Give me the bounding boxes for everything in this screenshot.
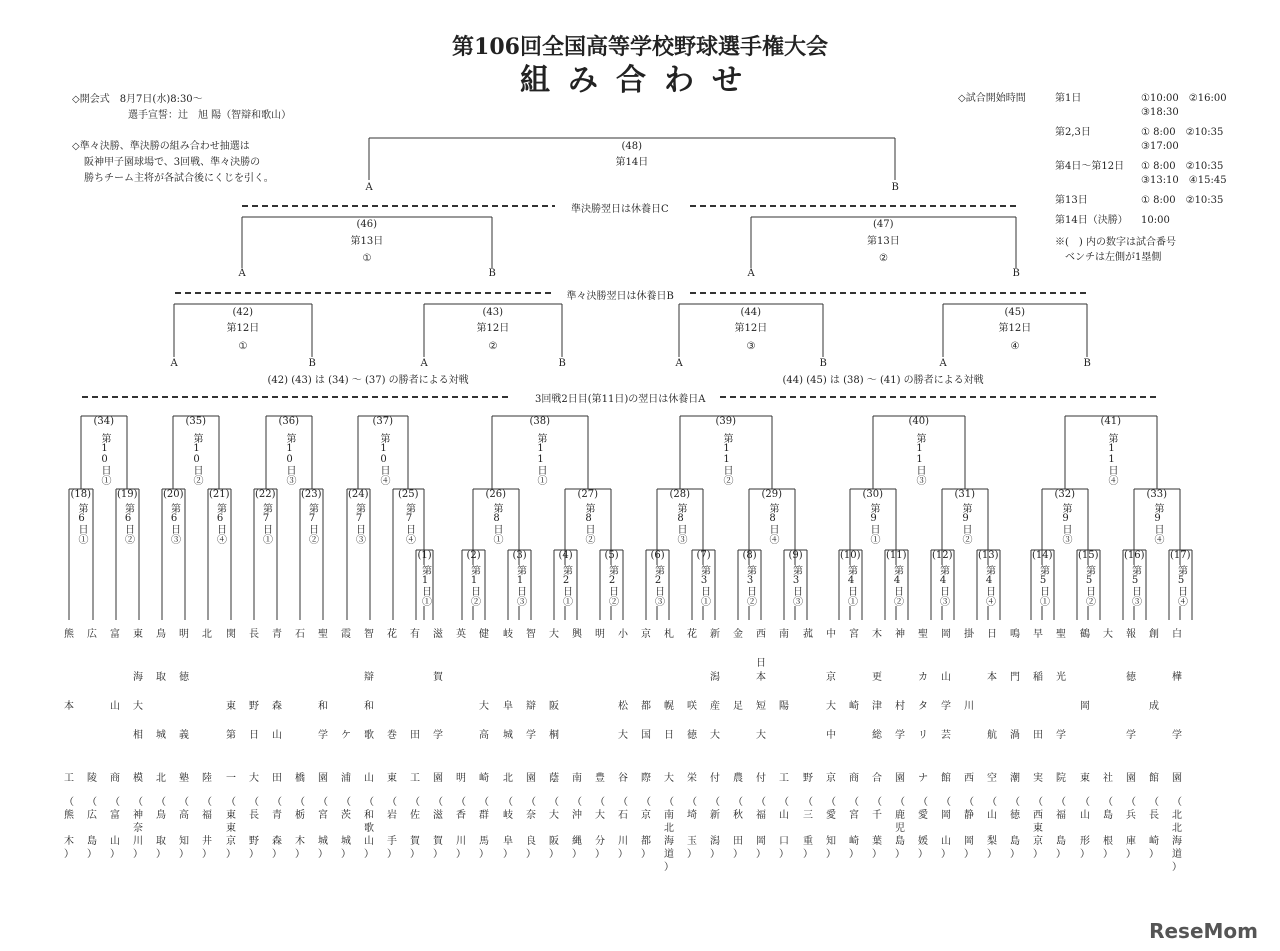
third-round-no: (36) xyxy=(278,416,300,427)
second-round-day: 第7日④ xyxy=(403,503,415,544)
team-name: 神 村 学 園 xyxy=(895,629,905,785)
team-name: 新 潟 産 大 付 xyxy=(710,629,720,785)
semi-day: 第13日 xyxy=(350,236,384,247)
team-name: 石 橋 xyxy=(295,629,305,785)
team-name: 金 足 農 xyxy=(733,629,743,785)
side-b: B xyxy=(488,268,496,279)
quarter-slot: ② xyxy=(488,341,498,352)
quarter-day: 第12日 xyxy=(226,323,260,334)
third-round-no: (34) xyxy=(93,416,115,427)
side-b: B xyxy=(1012,268,1020,279)
team-prefecture: （ 佐 賀 ） xyxy=(410,797,420,860)
team-prefecture: （ 兵 庫 ） xyxy=(1126,797,1136,860)
second-round-no: (32) xyxy=(1054,489,1076,500)
third-round-day: 第10日② xyxy=(191,433,202,485)
oath-note: 選手宣誓：辻 旭 陽（智辯和歌山） xyxy=(128,110,292,121)
third-round-day: 第10日④ xyxy=(378,433,389,485)
team-name: 聖 光 学 院 xyxy=(1056,629,1066,785)
first-round-no: (4) xyxy=(558,550,573,561)
team-prefecture: （ 栃 木 ） xyxy=(295,797,305,860)
opening-ceremony: ◇開会式 8月7日(水)8:30〜 xyxy=(72,94,203,105)
team-name: 大 阪 桐 蔭 xyxy=(549,629,559,785)
page-title: 第106回全国高等学校野球選手権大会 xyxy=(452,34,828,60)
team-name: 掛 川 西 xyxy=(964,629,974,785)
quarter-day: 第12日 xyxy=(476,323,510,334)
third-round-no: (39) xyxy=(715,416,737,427)
team-prefecture: （ 愛 媛 ） xyxy=(918,797,928,860)
team-prefecture: （ 南 北 海 道 ） xyxy=(664,797,674,873)
team-prefecture: （ 長 野 ） xyxy=(249,797,259,860)
team-prefecture: （ 宮 城 ） xyxy=(318,797,328,860)
quarter-no: (42) xyxy=(232,307,254,318)
team-name: 青 森 山 田 xyxy=(272,629,282,785)
team-prefecture: （ 福 井 ） xyxy=(202,797,212,860)
team-name: 菰 野 xyxy=(803,629,813,785)
team-name: 東 海 大 相 模 xyxy=(133,629,143,785)
second-round-day: 第8日① xyxy=(491,503,502,544)
second-round-no: (20) xyxy=(163,489,184,500)
team-name: 西 日 本 短 大 付 xyxy=(756,629,766,785)
quarter-no: (43) xyxy=(482,307,504,318)
draw-note-line2: 勝ちチーム主将が各試合後にくじを引く。 xyxy=(84,173,274,184)
first-round-day: 第5日① xyxy=(1037,565,1049,606)
first-round-day: 第1日② xyxy=(468,565,480,606)
team-prefecture: （ 山 形 ） xyxy=(1080,797,1090,860)
quarter-no: (44) xyxy=(740,307,762,318)
third-round-no: (41) xyxy=(1100,416,1122,427)
final-no: (48) xyxy=(621,141,643,152)
team-prefecture: （ 茨 城 ） xyxy=(341,797,351,860)
first-round-no: (6) xyxy=(650,550,665,561)
second-round-no: (30) xyxy=(862,489,884,500)
side-a: A xyxy=(420,358,428,369)
second-round-day: 第9日① xyxy=(868,503,879,544)
schedule-row: ③18:30 xyxy=(1141,107,1179,118)
second-round-day: 第6日② xyxy=(122,503,134,544)
second-round-no: (29) xyxy=(761,489,783,500)
second-round-day: 第6日④ xyxy=(214,503,226,544)
second-round-no: (24) xyxy=(348,489,369,500)
team-prefecture: （ 福 島 ） xyxy=(1056,797,1066,860)
third-round-day: 第11日① xyxy=(535,433,546,485)
team-prefecture: （ 静 岡 ） xyxy=(964,797,974,860)
second-round-no: (26) xyxy=(485,489,507,500)
separator-c-label: 準決勝翌日は休養日C xyxy=(571,204,669,215)
team-prefecture: （ 奈 良 ） xyxy=(526,797,536,860)
side-b: B xyxy=(819,358,827,369)
team-prefecture: （ 和 歌 山 ） xyxy=(364,797,374,860)
schedule-row: 第14日（決勝） 10:00 xyxy=(1055,215,1170,226)
team-prefecture: （ 京 都 ） xyxy=(641,797,651,860)
second-round-no: (22) xyxy=(255,489,276,500)
team-prefecture: （ 島 根 ） xyxy=(1103,797,1113,860)
second-round-day: 第6日③ xyxy=(168,503,180,544)
first-round-day: 第2日② xyxy=(606,565,618,606)
draw-note-title: ◇準々決勝、準決勝の組み合わせ抽選は xyxy=(72,141,250,152)
side-b: B xyxy=(891,182,899,193)
team-name: 宮 崎 商 xyxy=(849,629,859,785)
team-name: 英 明 xyxy=(456,629,466,785)
team-prefecture: （ 香 川 ） xyxy=(456,797,466,860)
separator-b-label: 準々決勝翌日は休養日B xyxy=(566,291,674,302)
side-a: A xyxy=(747,268,755,279)
first-round-no: (13) xyxy=(978,550,999,561)
side-a: A xyxy=(238,268,246,279)
quarter-no: (45) xyxy=(1004,307,1026,318)
second-round-day: 第8日② xyxy=(583,503,594,544)
draw-note-line1: 阪神甲子園球場で、3回戦、準々決勝の xyxy=(84,157,261,168)
team-name: 早 稲 田 実 xyxy=(1033,629,1043,785)
team-name: 鳥 取 城 北 xyxy=(156,629,166,785)
team-name: 創 成 館 xyxy=(1149,629,1159,785)
team-name: 札 幌 日 大 xyxy=(664,629,674,785)
second-round-no: (21) xyxy=(209,489,230,500)
first-round-no: (9) xyxy=(788,550,803,561)
team-prefecture: （ 熊 木 ） xyxy=(64,797,74,860)
first-round-no: (16) xyxy=(1124,550,1145,561)
third-round-day: 第11日③ xyxy=(914,433,925,485)
first-round-day: 第3日① xyxy=(698,565,710,606)
semi-no: (46) xyxy=(356,219,378,230)
team-prefecture: （ 秋 田 ） xyxy=(733,797,743,860)
team-name: 日 本 航 空 xyxy=(987,629,997,785)
first-round-no: (14) xyxy=(1032,550,1053,561)
team-prefecture: （ 広 島 ） xyxy=(87,797,97,860)
team-name: 関 東 第 一 xyxy=(226,629,236,785)
side-b: B xyxy=(558,358,566,369)
schedule-row: 第13日 ① 8:00 ②10:35 xyxy=(1055,195,1224,206)
team-prefecture: （ 愛 知 ） xyxy=(826,797,836,860)
team-name: 熊 本 工 xyxy=(64,629,74,785)
first-round-day: 第3日② xyxy=(744,565,756,606)
team-name: 聖 カ タ リ ナ xyxy=(918,629,928,785)
team-name: 富 山 商 xyxy=(110,629,120,785)
third-round-no: (38) xyxy=(529,416,551,427)
first-round-no: (5) xyxy=(604,550,619,561)
side-a: A xyxy=(170,358,178,369)
first-round-day: 第5日② xyxy=(1083,565,1095,606)
schedule-row: ③17:00 xyxy=(1141,141,1179,152)
team-prefecture: （ 大 分 ） xyxy=(595,797,605,860)
quarter-day: 第12日 xyxy=(998,323,1032,334)
side-a: A xyxy=(365,182,373,193)
first-round-no: (15) xyxy=(1078,550,1099,561)
semi-no: (47) xyxy=(873,219,894,230)
quarter-day: 第12日 xyxy=(734,323,768,334)
second-round-day: 第9日② xyxy=(960,503,971,544)
team-name: 報 徳 学 園 xyxy=(1126,629,1136,785)
first-round-no: (10) xyxy=(840,550,861,561)
team-name: 岐 阜 城 北 xyxy=(503,629,513,785)
team-prefecture: （ 群 馬 ） xyxy=(479,797,489,860)
team-prefecture: （ 神 奈 川 ） xyxy=(133,797,143,860)
team-prefecture: （ 埼 玉 ） xyxy=(687,797,697,860)
first-round-day: 第4日③ xyxy=(937,565,949,606)
team-name: 智 辯 和 歌 山 xyxy=(364,629,374,785)
first-round-day: 第4日② xyxy=(891,565,903,606)
team-name: 花 巻 東 xyxy=(387,629,397,785)
first-round-no: (8) xyxy=(742,550,757,561)
team-name: 北 陸 xyxy=(202,629,212,785)
team-prefecture: （ 山 梨 ） xyxy=(987,797,997,860)
side-b: B xyxy=(308,358,316,369)
second-round-day: 第8日③ xyxy=(675,503,686,544)
team-prefecture: （ 新 潟 ） xyxy=(710,797,720,860)
team-name: 長 野 日 大 xyxy=(249,629,259,785)
team-prefecture: （ 宮 崎 ） xyxy=(849,797,859,860)
first-round-day: 第2日③ xyxy=(652,565,664,606)
team-name: 有 田 工 xyxy=(410,629,420,785)
team-name: 智 辯 学 園 xyxy=(526,629,536,785)
third-round-no: (40) xyxy=(908,416,930,427)
second-round-no: (27) xyxy=(577,489,599,500)
second-round-no: (25) xyxy=(398,489,419,500)
first-round-day: 第5日③ xyxy=(1129,565,1141,606)
team-name: 鶴 岡 東 xyxy=(1080,629,1090,785)
team-prefecture: （ 青 森 ） xyxy=(272,797,282,860)
semi-slot: ② xyxy=(879,253,888,264)
third-round-day: 第10日③ xyxy=(284,433,295,485)
qf-note-right: (44) (45) は (38) 〜 (41) の勝者による対戦 xyxy=(782,375,984,386)
second-round-no: (19) xyxy=(117,489,138,500)
second-round-no: (23) xyxy=(301,489,322,500)
first-round-no: (11) xyxy=(886,550,907,561)
schedule-row: 第4日〜第12日 ① 8:00 ②10:35 xyxy=(1055,161,1224,172)
third-round-day: 第11日② xyxy=(721,433,732,485)
separator-a-label: 3回戦2日目(第11日)の翌日は休養日A xyxy=(535,394,706,405)
side-b: B xyxy=(1083,358,1091,369)
side-a: A xyxy=(939,358,947,369)
second-round-day: 第9日④ xyxy=(1152,503,1163,544)
team-prefecture: （ 高 知 ） xyxy=(179,797,189,860)
team-prefecture: （ 福 岡 ） xyxy=(756,797,766,860)
first-round-day: 第4日④ xyxy=(983,565,995,606)
first-round-day: 第2日① xyxy=(560,565,572,606)
second-round-day: 第6日① xyxy=(76,503,87,544)
team-prefecture: （ 富 山 ） xyxy=(110,797,120,860)
quarter-slot: ① xyxy=(238,341,248,352)
team-name: 広 陵 xyxy=(87,629,97,785)
quarter-slot: ③ xyxy=(746,341,756,352)
team-name: 聖 和 学 園 xyxy=(318,629,328,785)
third-round-no: (37) xyxy=(372,416,394,427)
third-round-day: 第10日① xyxy=(99,433,110,485)
team-name: 花 咲 徳 栄 xyxy=(687,629,697,785)
first-round-day: 第4日① xyxy=(845,565,857,606)
second-round-no: (18) xyxy=(70,489,92,500)
team-name: 白 樺 学 園 xyxy=(1172,629,1182,785)
second-round-day: 第9日③ xyxy=(1060,503,1071,544)
team-prefecture: （ 三 重 ） xyxy=(803,797,813,860)
team-name: 健 大 高 崎 xyxy=(479,629,489,785)
team-name: 大 社 xyxy=(1103,629,1113,785)
team-name: 南 陽 工 xyxy=(779,629,789,785)
team-name: 小 松 大 谷 xyxy=(618,629,628,785)
first-round-no: (12) xyxy=(932,550,953,561)
team-name: 明 豊 xyxy=(595,629,605,785)
team-name: 霞 ケ 浦 xyxy=(341,629,351,785)
team-prefecture: （ 岐 阜 ） xyxy=(503,797,513,860)
first-round-no: (17) xyxy=(1170,550,1191,561)
first-round-no: (1) xyxy=(417,550,432,561)
team-prefecture: （ 沖 縄 ） xyxy=(572,797,582,860)
resemom-logo: ReseMom xyxy=(1149,919,1258,943)
schedule-row: ③13:10 ④15:45 xyxy=(1141,175,1227,186)
final-day: 第14日 xyxy=(615,157,649,168)
team-prefecture: （ 大 阪 ） xyxy=(549,797,559,860)
schedule-row: 第2,3日 ① 8:00 ②10:35 xyxy=(1055,127,1224,138)
team-prefecture: （ 石 川 ） xyxy=(618,797,628,860)
second-round-day: 第7日③ xyxy=(353,503,365,544)
team-prefecture: （ 岡 山 ） xyxy=(941,797,951,860)
schedule-note-2: ベンチは左側が1塁側 xyxy=(1065,252,1162,263)
team-prefecture: （ 徳 島 ） xyxy=(1010,797,1020,860)
second-round-no: (33) xyxy=(1146,489,1168,500)
first-round-day: 第3日③ xyxy=(790,565,802,606)
first-round-no: (7) xyxy=(696,550,711,561)
team-name: 興 南 xyxy=(572,629,582,785)
second-round-no: (31) xyxy=(954,489,976,500)
second-round-day: 第8日④ xyxy=(767,503,778,544)
team-prefecture: （ 鳥 取 ） xyxy=(156,797,166,860)
semi-day: 第13日 xyxy=(867,236,900,247)
third-round-no: (35) xyxy=(185,416,207,427)
team-prefecture: （ 千 葉 ） xyxy=(872,797,882,860)
team-prefecture: （ 滋 賀 ） xyxy=(433,797,443,860)
team-prefecture: （ 山 口 ） xyxy=(779,797,789,860)
team-name: 滋 賀 学 園 xyxy=(433,629,443,785)
first-round-day: 第1日③ xyxy=(514,565,526,606)
team-name: 岡 山 学 芸 館 xyxy=(941,629,951,785)
team-prefecture: （ 西 東 京 ） xyxy=(1033,797,1043,860)
team-name: 京 都 国 際 xyxy=(641,629,651,785)
team-prefecture: （ 岩 手 ） xyxy=(387,797,397,860)
team-prefecture: （ 東 東 京 ） xyxy=(226,797,236,860)
second-round-day: 第7日② xyxy=(306,503,318,544)
first-round-no: (2) xyxy=(466,550,481,561)
team-name: 明 徳 義 塾 xyxy=(179,629,189,785)
schedule-row: 第1日 ①10:00 ②16:00 xyxy=(1055,93,1227,104)
second-round-no: (28) xyxy=(669,489,691,500)
third-round-day: 第11日④ xyxy=(1106,433,1117,485)
team-name: 中 京 大 中 京 xyxy=(826,629,836,785)
team-prefecture: （ 北 北 海 道 ） xyxy=(1172,797,1182,873)
quarter-slot: ④ xyxy=(1010,341,1020,352)
team-prefecture: （ 長 崎 ） xyxy=(1149,797,1159,860)
side-a: A xyxy=(675,358,683,369)
team-name: 木 更 津 総 合 xyxy=(872,629,882,785)
first-round-no: (3) xyxy=(512,550,527,561)
first-round-day: 第1日① xyxy=(419,565,431,606)
page-subtitle: 組み合わせ xyxy=(520,63,760,98)
team-prefecture: （ 鹿 児 島 ） xyxy=(895,797,905,860)
second-round-day: 第7日① xyxy=(260,503,272,544)
qf-note-left: (42) (43) は (34) 〜 (37) の勝者による対戦 xyxy=(267,375,469,386)
schedule-title: ◇試合開始時間 xyxy=(958,93,1026,104)
team-name: 鳴 門 渦 潮 xyxy=(1010,629,1020,785)
schedule-note-1: ※( ) 内の数字は試合番号 xyxy=(1055,237,1176,248)
first-round-day: 第5日④ xyxy=(1175,565,1187,606)
semi-slot: ① xyxy=(362,253,372,264)
